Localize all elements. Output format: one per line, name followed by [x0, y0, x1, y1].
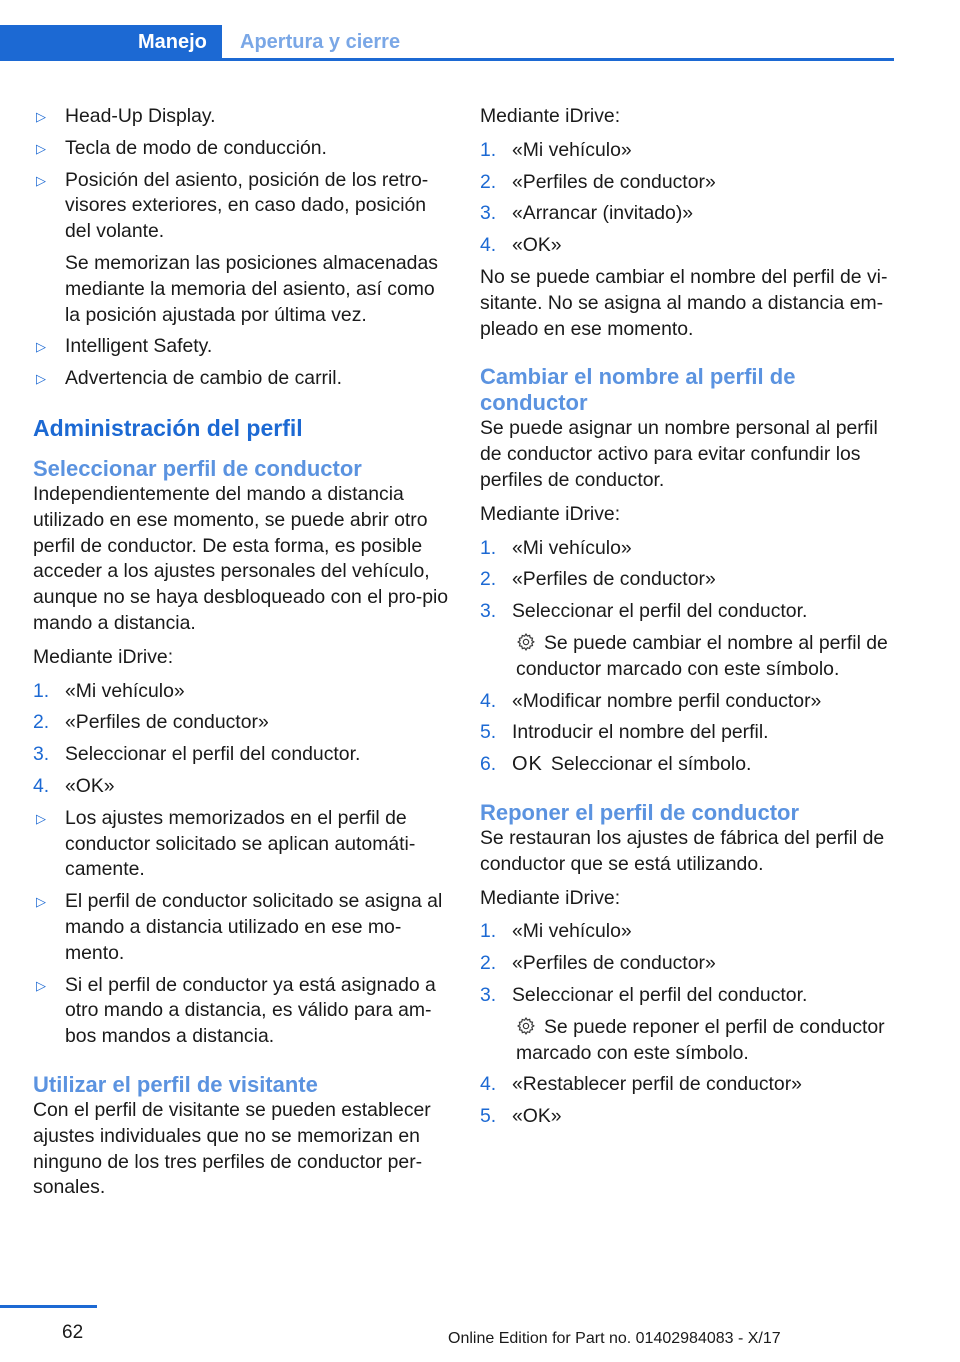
step-number: 6. — [480, 753, 497, 776]
step-text: «Perfiles de conductor» — [512, 568, 716, 591]
step-number: 2. — [480, 952, 497, 975]
bullet-icon: ▷ — [36, 371, 46, 387]
paragraph: Se restauran los ajustes de fábrica del perfil de conductor que se está utilizando. — [480, 826, 885, 875]
list-item — [480, 689, 896, 715]
bullet-icon: ▷ — [36, 339, 46, 355]
list-item — [33, 136, 449, 162]
footer-rule — [0, 1305, 97, 1308]
step-note-text: Se puede cambiar el nombre al perfil de conductor marcado con este símbolo. — [516, 631, 888, 680]
ok-symbol-icon: OK — [512, 753, 543, 776]
list-item — [33, 742, 449, 768]
list-item — [33, 104, 449, 130]
list-item — [480, 599, 896, 682]
step-number: 3. — [480, 600, 497, 623]
list-item — [480, 536, 896, 562]
step-number: 5. — [480, 721, 497, 744]
step-text: Introducir el nombre del perfil. — [512, 721, 769, 744]
idrive-label: Mediante iDrive: — [480, 105, 621, 127]
list-item — [480, 983, 896, 1066]
list-item — [480, 233, 896, 259]
list-item — [480, 951, 896, 977]
step-text: «Perfiles de conductor» — [512, 952, 716, 975]
chapter-heading: Administración del perfil — [33, 414, 303, 441]
header-rule — [222, 58, 894, 61]
bullet-note: Se memorizan las posiciones almacenadas mediante la memoria del asiento, así como la posición ajustada por última vez. — [65, 251, 438, 326]
bullet-icon: ▷ — [36, 140, 46, 156]
step-text: Seleccionar el perfil del conductor. — [512, 600, 808, 623]
paragraph: Independientemente del mando a distancia utilizado en ese momento, se puede abrir otro perfil de conductor. De esta forma, es posible acceder a los ajustes personales del vehículo, aunque no se haya desbloqueado con el pro-pio mando a distancia. — [33, 482, 449, 634]
step-text: «Mi vehículo» — [512, 536, 632, 559]
section-heading: Utilizar el perfil de visitante — [33, 1071, 318, 1097]
step-number: 3. — [480, 983, 497, 1006]
bullet-text: El perfil de conductor solicitado se asigna al mando a distancia utilizado en ese mo-mento. — [65, 890, 443, 964]
idrive-label: Mediante iDrive: — [480, 886, 621, 909]
bullet-icon: ▷ — [36, 172, 46, 188]
step-text: «Mi vehículo» — [65, 679, 185, 702]
bullet-icon: ▷ — [36, 810, 46, 826]
step-number: 1. — [480, 920, 497, 943]
list-item — [480, 170, 896, 196]
gear-icon — [516, 632, 536, 652]
step-number: 2. — [480, 568, 497, 591]
bullet-text: Posición del asiento, posición de los retro-visores exteriores, en caso dado, posición del volante. — [65, 168, 429, 243]
step-note-text: Se puede reponer el perfil de conductor marcado con este símbolo. — [516, 1015, 885, 1064]
step-number: 3. — [33, 743, 50, 766]
step-number: 1. — [480, 138, 497, 161]
bullet-icon: ▷ — [36, 894, 46, 910]
chapter-title: Apertura y cierre — [240, 31, 401, 53]
step-number: 2. — [33, 711, 50, 734]
step-text: Seleccionar el símbolo. — [550, 753, 752, 776]
step-text: «Modificar nombre perfil conductor» — [512, 689, 822, 712]
gear-icon — [516, 1016, 536, 1036]
bullet-text: Los ajustes memorizados en el perfil de conductor solicitado se aplican automáti-camente. — [65, 806, 416, 881]
list-item — [33, 774, 449, 800]
list-item — [480, 1072, 896, 1098]
bullet-icon: ▷ — [36, 977, 46, 993]
paragraph: Con el perfil de visitante se pueden establecer ajustes individuales que no se memorizan en ninguno de los tres perfiles de conductor per-sonales. — [33, 1098, 431, 1199]
list-item — [33, 366, 449, 392]
right-column — [480, 104, 896, 1136]
bullet-text: Head-Up Display. — [65, 105, 216, 127]
idrive-label: Mediante iDrive: — [480, 502, 621, 525]
paragraph: Se puede asignar un nombre personal al perfil de conductor activo para evitar confundir los perfiles de conductor. — [480, 417, 878, 491]
list-item — [480, 567, 896, 593]
list-item — [33, 806, 449, 883]
step-note — [512, 631, 896, 683]
step-text: «Mi vehículo» — [512, 138, 632, 161]
bullet-text: Intelligent Safety. — [65, 335, 213, 358]
step-text: «Perfiles de conductor» — [512, 170, 716, 193]
bullet-icon: ▷ — [36, 109, 46, 124]
list-item — [480, 1104, 896, 1130]
step-text: Seleccionar el perfil del conductor. — [512, 983, 808, 1006]
list-item — [33, 334, 449, 360]
bullet-text: Tecla de modo de conducción. — [65, 136, 327, 159]
section-title: Manejo — [138, 31, 207, 53]
section-heading: Seleccionar perfil de conductor — [33, 455, 362, 481]
step-number: 4. — [480, 689, 497, 712]
paragraph: No se puede cambiar el nombre del perfil de vi-sitante. No se asigna al mando a distancia em-pleado en ese momento. — [480, 265, 888, 340]
step-text: «OK» — [65, 774, 115, 797]
step-text: Seleccionar el perfil del conductor. — [65, 743, 361, 766]
step-note — [512, 1015, 896, 1067]
list-item — [33, 679, 449, 705]
step-number: 1. — [33, 679, 50, 702]
list-item — [33, 710, 449, 736]
step-text: «Arrancar (invitado)» — [512, 202, 694, 225]
step-text: «Restablecer perfil de conductor» — [512, 1073, 802, 1096]
step-number: 4. — [480, 234, 497, 257]
step-number: 2. — [480, 170, 497, 193]
edition-note: Online Edition for Part no. 01402984083 - X/17 — [448, 1330, 781, 1347]
section-heading: Cambiar el nombre al perfil de conductor — [480, 364, 796, 416]
list-item — [480, 720, 896, 746]
step-number: 4. — [480, 1073, 497, 1096]
step-number: 1. — [480, 536, 497, 559]
page-number: 62 — [62, 1322, 84, 1343]
list-item — [480, 919, 896, 945]
list-item — [480, 138, 896, 164]
list-item — [33, 973, 449, 1050]
step-text: «Perfiles de conductor» — [65, 711, 269, 734]
list-item — [33, 889, 449, 966]
left-column — [33, 104, 449, 1207]
step-number: 5. — [480, 1105, 497, 1128]
step-text: «OK» — [512, 1105, 562, 1128]
list-item — [480, 752, 896, 778]
step-number: 4. — [33, 774, 50, 797]
idrive-label: Mediante iDrive: — [33, 645, 174, 668]
step-number: 3. — [480, 202, 497, 225]
page-header — [0, 25, 894, 61]
step-text: «OK» — [512, 234, 562, 257]
bullet-text: Advertencia de cambio de carril. — [65, 367, 342, 390]
bullet-text: Si el perfil de conductor ya está asignado a otro mando a distancia, es válido para am-bos mandos a distancia. — [65, 973, 436, 1048]
list-item — [33, 168, 449, 329]
step-text: «Mi vehículo» — [512, 920, 632, 943]
section-tab — [0, 25, 222, 61]
list-item — [480, 201, 896, 227]
section-heading: Reponer el perfil de conductor — [480, 799, 800, 825]
